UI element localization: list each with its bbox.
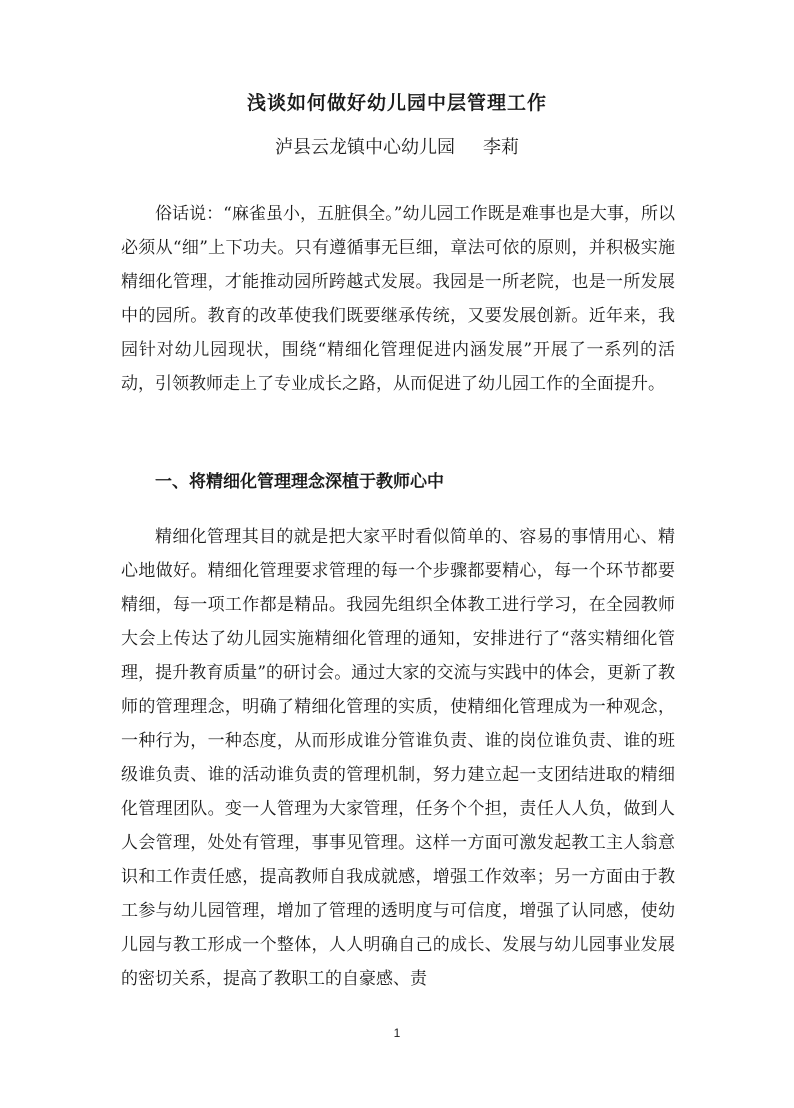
byline-organization: 泸县云龙镇中心幼儿园 [275,137,455,158]
byline-author: 李莉 [483,137,519,158]
byline [0,133,794,159]
intro-paragraph: 俗话说：“麻雀虽小，五脏俱全。”幼儿园工作既是难事也是大事，所以必须从“细”上下功夫。只有遵循事无巨细，章法可依的原则，并积极实施精细化管理，才能推动园所跨越式发展。我园是一所老院，也是一所发展中的园所。教育的改革使我们既要继承传统，又要发展创新。近年来，我园针对幼儿园现状，围绕“精细化管理促进内涵发展”开展了一系列的活动，引领教师走上了专业成长之路，从而促进了幼儿园工作的全面提升。 [121,204,675,394]
body-paragraph: 精细化管理其目的就是把大家平时看似简单的、容易的事情用心、精心地做好。精细化管理要求管理的每一个步骤都要精心，每一个环节都要精细，每一项工作都是精品。我园先组织全体教工进行学习，在全园教师大会上传达了幼儿园实施精细化管理的通知，安排进行了“落实精细化管理，提升教育质量”的研讨会。通过大家的交流与实践中的体会，更新了教师的管理理念，明确了精细化管理的实质，使精细化管理成为一种观念，一种行为，一种态度，从而形成谁分管谁负责、谁的岗位谁负责、谁的班级谁负责、谁的活动谁负责的管理机制，努力建立起一支团结进取的精细化管理团队。变一人管理为大家管理，任务个个担，责任人人负，做到人人会管理，处处有管理，事事见管理。这样一方面可激发起教工主人翁意识和工作责任感，提高教师自我成就感，增强工作效率；另一方面由于教工参与幼儿园管理，增加了管理的透明度与可信度，增强了认同感，使幼儿园与教工形成一个整体，人人明确自己的成长、发展与幼儿园事业发展的密切关系，提高了教职工的自豪感、责 [121,527,675,989]
section-heading: 一、将精细化管理理念深植于教师心中 [155,472,444,492]
document-title: 浅谈如何做好幼儿园中层管理工作 [246,92,547,114]
page-number: 1 [393,1026,401,1040]
